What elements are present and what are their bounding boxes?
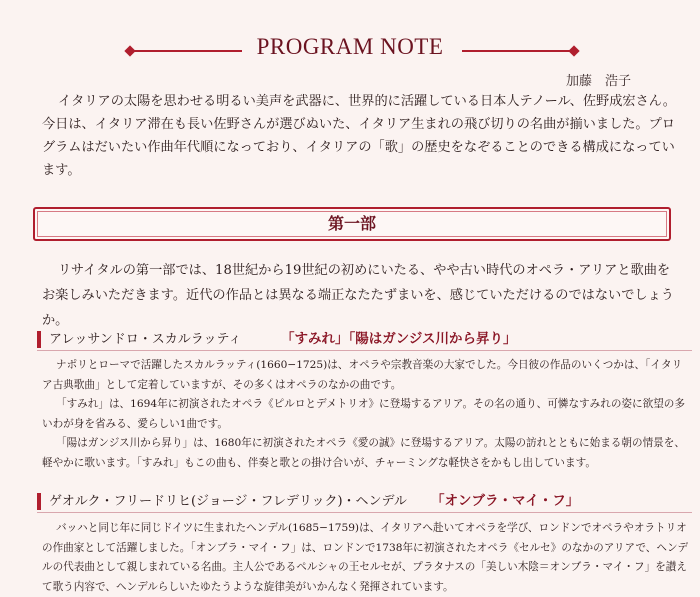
section-marker bbox=[37, 493, 41, 510]
section-description-scarlatti bbox=[42, 356, 692, 473]
title-row bbox=[0, 34, 700, 68]
section-underline bbox=[37, 512, 692, 513]
work-titles: 「すみれ」「陽はガンジス川から昇り」 bbox=[281, 331, 517, 347]
section-underline bbox=[37, 350, 692, 351]
intro-paragraph: イタリアの太陽を思わせる明るい美声を武器に、世界的に活躍している日本人テノール、佐野成宏さん。今日は、イタリア滞在も長い佐野さんが選びぬいた、イタリア生まれの飛び切りの名曲が揃いました。プログラムはだいたい作曲年代順になっており、イタリアの「歌」の歴史をなぞることのできる構成になっています。 bbox=[42, 94, 676, 178]
description-paragraph: ナポリとローマで活躍したスカルラッティ(1660−1725)は、オペラや宗教音楽の大家でした。今日彼の作品のいくつかは、「イタリア古典歌曲」として定着していますが、その多くはオペラのなかの曲です。 bbox=[42, 359, 683, 391]
section-header-scarlatti bbox=[37, 329, 692, 349]
composer-name: ゲオルク・フリードリヒ(ジョージ・フレデリック)・ヘンデル bbox=[49, 494, 407, 509]
section-marker bbox=[37, 331, 41, 348]
description-paragraph: バッハと同じ年に同じドイツに生まれたヘンデル(1685−1759)は、イタリアへ赴いてオペラを学び、ロンドンでオペラやオラトリオの作曲家として活躍しました。「オンブラ・マイ・フ」は、ロンドンで1738年に初演されたオペラ《セルセ》のなかのアリアで、ヘンデルの代表曲として親しまれている名曲。主人公であるペルシャの王セルセが、プラタナスの「美しい木陰＝オンブラ・マイ・フ」を讃えて歌う内容で、ヘンデルらしいたゆたうような旋律美がいかんなく発揮されています。 bbox=[42, 522, 689, 593]
part-title: 第一部 bbox=[327, 214, 376, 233]
page-title: PROGRAM NOTE bbox=[256, 34, 444, 59]
section-description-handel bbox=[42, 519, 692, 597]
description-paragraph: 「陽はガンジス川から昇り」は、1680年に初演されたオペラ《愛の誠》に登場するアリア。太陽の訪れとともに始まる朝の情景を、軽やかに歌います。「すみれ」もこの曲も、伴奏と歌との掛け合いが、チャーミングな軽快さをかもし出しています。 bbox=[42, 437, 685, 469]
section-header-handel bbox=[37, 491, 692, 511]
work-titles: 「オンブラ・マイ・フ」 bbox=[431, 493, 580, 509]
part-heading-box bbox=[33, 207, 671, 241]
description-paragraph: 「すみれ」は、1694年に初演されたオペラ《ピルロとデメトリオ》に登場するアリア。その名の通り、可憐なすみれの姿に欲望の多いわが身を省みる、愛らしい1曲です。 bbox=[42, 398, 685, 430]
part-intro-paragraph: リサイタルの第一部では、18世紀から19世紀の初めにいたる、やや古い時代のオペラ・アリアと歌曲をお楽しみいただきます。近代の作品とは異なる端正なたたずまいを、感じていただけるのではないでしょうか。 bbox=[42, 263, 674, 328]
author-name: 加藤 浩子 bbox=[566, 74, 632, 89]
title-ornament-right bbox=[462, 50, 574, 52]
composer-name: アレッサンドロ・スカルラッティ bbox=[49, 332, 242, 347]
